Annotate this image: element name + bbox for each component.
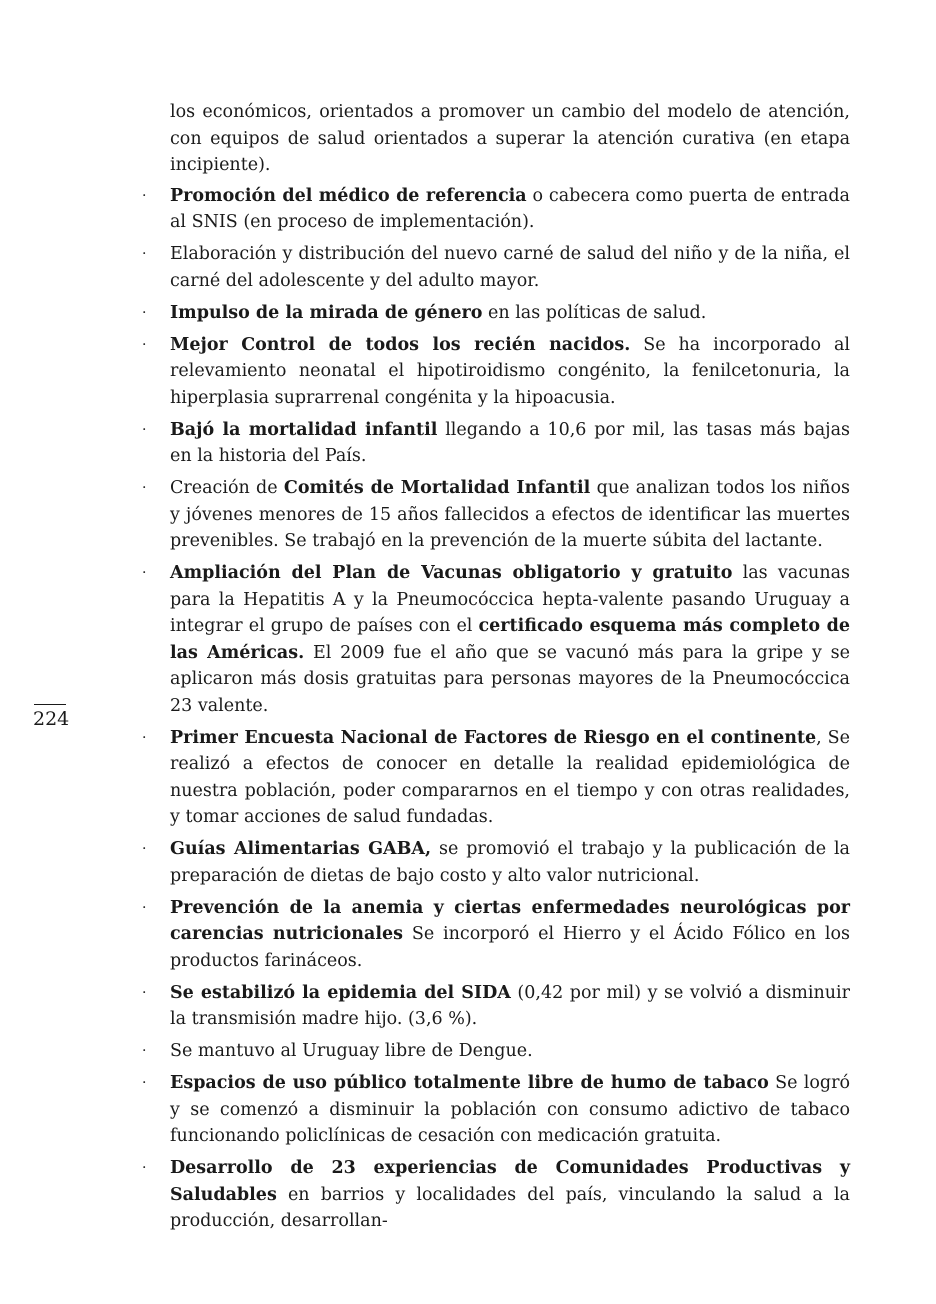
bullet-item [142,475,850,555]
bullet-item [142,725,850,831]
bullet-bold-text: Prevención de la anemia y ciertas enfermedades neurológicas por carencias nutricionales [170,897,850,944]
bullet-marker: · [142,421,147,438]
intro-paragraph: los económicos, orientados a promover un cambio del modelo de atención, con equipos de salud orientados a superar la atención curativa (en etapa incipiente). [170,102,850,175]
bullet-item [142,1038,850,1065]
bullet-marker: · [142,1075,147,1091]
bullet-item [142,1070,851,1150]
bullet-marker: · [142,729,147,746]
bullet-marker: · [142,565,147,581]
bullet-bold-text: Bajó la mortalidad infantil [170,419,438,440]
bullet-item [142,895,850,975]
bullet-bold-text: Impulso de la mirada de género [170,302,483,323]
bullet-text: se promovió el trabajo y la publicación de la preparación de dietas de bajo costo y alto valor nutricional. [170,839,850,886]
bullet-bold-text: Mejor Control de todos los recién nacidos. [170,334,631,355]
bullet-text: Elaboración y distribución del nuevo carné de salud del niño y de la niña, el carné del adolescente y del adulto mayor. [170,244,850,291]
bullet-bold-text: Se estabilizó la epidemia del SIDA [170,982,511,1003]
bullet-marker: · [142,899,147,916]
bullet-item [142,183,850,236]
bullet-marker: · [142,984,147,1001]
bullet-marker: · [142,1160,147,1176]
bullet-text: Creación de [170,478,284,498]
bullet-text: , Se realizó a efectos de conocer en detalle la realidad epidemiológica de nuestra población, poder compararnos en el tiempo y con otras realidades, y tomar acciones de salud fundadas. [170,727,850,827]
bullet-marker: · [142,187,147,204]
bullet-text: Se ha incorporado al relevamiento neonatal el hipotiroidismo congénito, la fenilcetonuria, la hiperplasia suprarrenal congénita y la hipoacusia. [170,334,850,408]
bullet-item [142,560,851,719]
bullet-bold-text: certificado esquema más completo de las Américas. [170,616,851,663]
bullet-text: que analizan todos los niños y jóvenes menores de 15 años fallecidos a efectos de identificar las muertes prevenibles. Se trabajó en la prevención de la muerte súbita del lactante. [170,478,850,551]
bullet-text: El 2009 fue el año que se vacunó más para la gripe y se aplicaron más dosis gratuitas para personas mayores de la Pneumocóccica 23 valente. [170,642,851,716]
bullet-marker: · [142,336,147,353]
bullet-text: (0,42 por mil) y se volvió a disminuir la transmisión madre hijo. (3,6 %). [170,982,850,1029]
bullet-text: en las políticas de salud. [482,302,707,323]
bullet-text: Se logró y se comenzó a disminuir la población con consumo adictivo de tabaco funcionando policlínicas de cesación con medicación gratuita. [170,1073,851,1146]
bullet-bold-text: Espacios de uso público totalmente libre de humo de tabaco [170,1073,769,1093]
page-body [142,99,851,1240]
bullet-bold-text: Desarrollo de 23 experiencias de Comunidades Productivas y Saludables [170,1158,850,1205]
page-number-rule [34,704,66,705]
bullet-text: o cabecera como puerta de entrada al SNIS (en proceso de implementación). [170,185,850,232]
bullet-item [142,1155,850,1235]
bullet-item [142,300,850,327]
bullet-marker: · [142,480,147,496]
bullet-list [142,183,851,1235]
bullet-bold-text: Guías Alimentarias GABA, [170,839,432,859]
bullet-item [142,241,850,294]
bullet-marker: · [142,246,147,262]
bullet-item [142,980,850,1033]
bullet-text: en barrios y localidades del país, vinculando la salud a la producción, desarrollan- [170,1184,850,1231]
bullet-item [142,836,850,889]
bullet-item [142,332,850,412]
bullet-text: las vacunas para la Hepatitis A y la Pneumocóccica hepta-valente pasando Uruguay a integrar el grupo de países con el [170,563,850,636]
bullet-bold-text: Comités de Mortalidad Infantil [283,478,591,498]
bullet-bold-text: Promoción del médico de referencia [170,185,527,206]
bullet-text: Se incorporó el Hierro y el Ácido Fólico en los productos farináceos. [170,924,850,971]
bullet-marker: · [142,304,147,321]
bullet-bold-text: Primer Encuesta Nacional de Factores de Riesgo en el continente [170,727,817,748]
bullet-marker: · [142,841,147,857]
bullet-text: Se mantuvo al Uruguay libre de Dengue. [170,1041,533,1061]
bullet-text: llegando a 10,6 por mil, las tasas más bajas en la historia del País. [170,419,851,466]
bullet-marker: · [142,1043,147,1059]
page-number: 224 [33,708,70,730]
bullet-bold-text: Ampliación del Plan de Vacunas obligatorio y gratuito [170,563,733,583]
bullet-item [142,417,851,470]
